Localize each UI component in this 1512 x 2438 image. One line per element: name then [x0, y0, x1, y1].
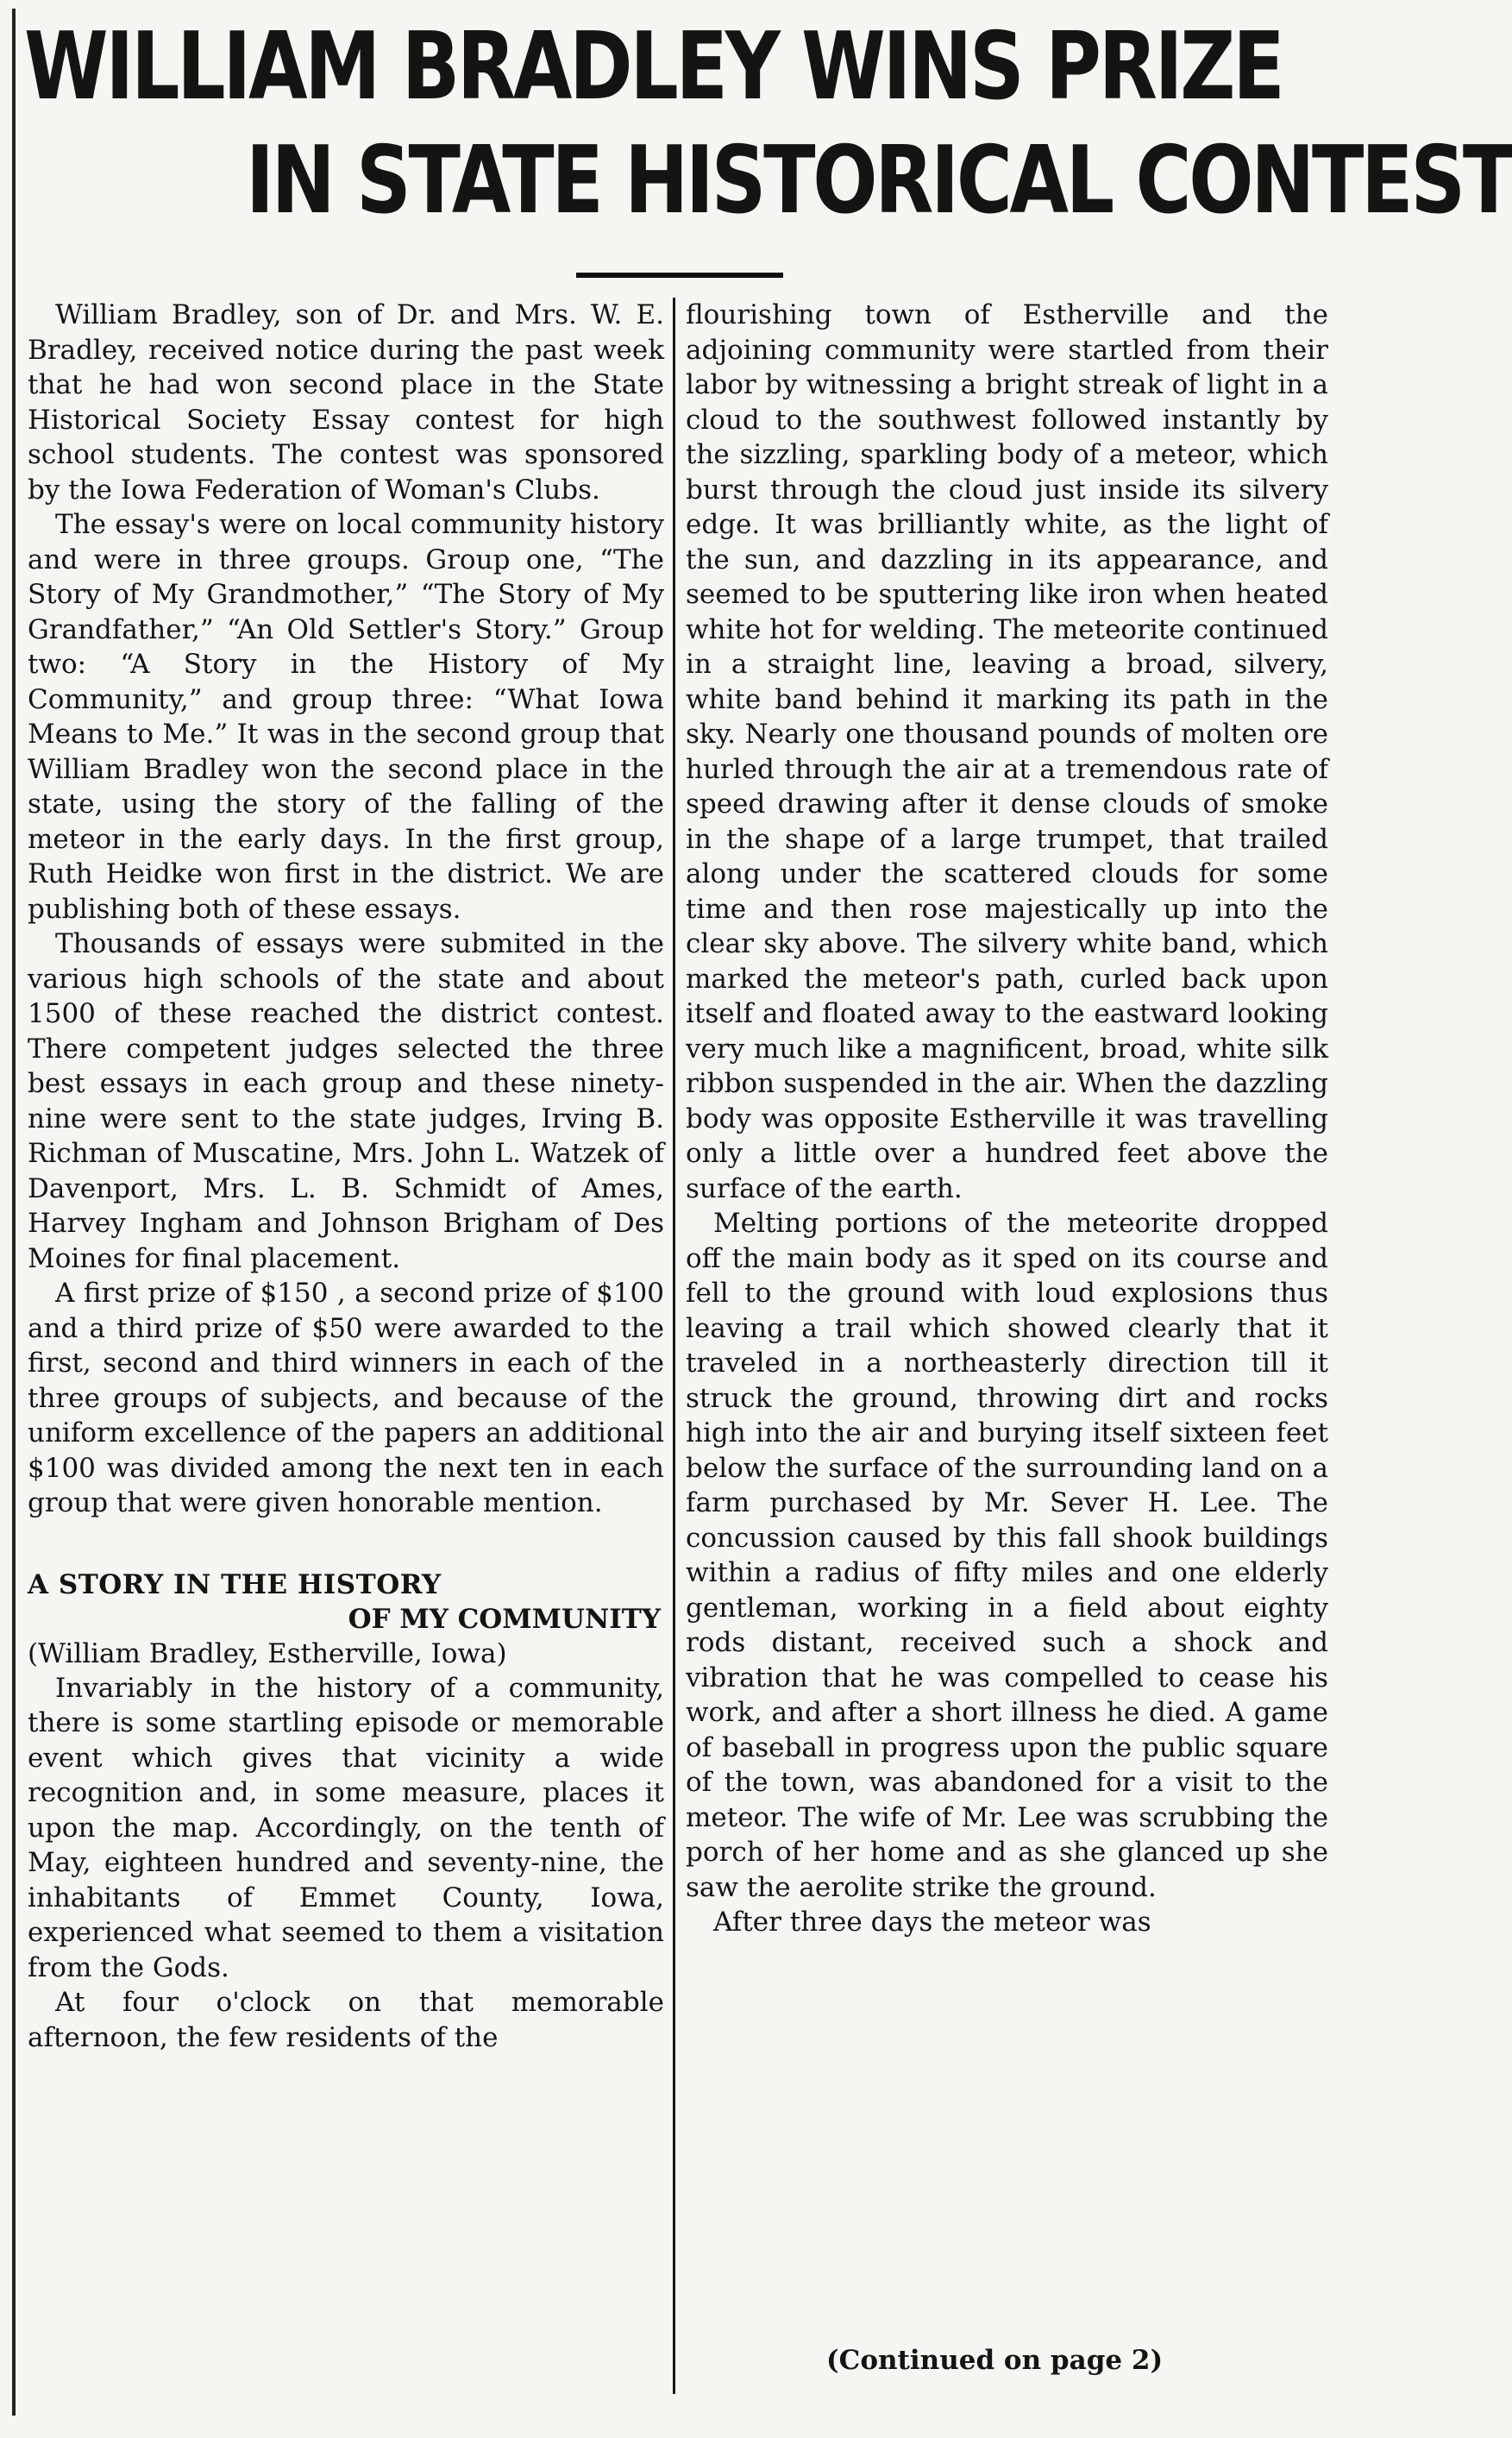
left-column [28, 298, 664, 2055]
continued-notice: (Continued on page 2) [826, 2345, 1164, 2376]
intro-paragraph-3: Thousands of essays were submited in the various high schools of the state and about 1500 of these reached the district contest. There competent judges selected the three best essays in each group and these ninety-nine were sent to the state judges, Irving B. Richman of Muscatine, Mrs. John L. Watzek of Davenport, Mrs. L. B. Schmidt of Ames, Harvey Ingham and Johnson Brigham of Des Moines for final placement. [28, 928, 664, 1274]
intro-paragraph-2: The essay's were on local community history and were in three groups. Group one, “The Story of My Grandmother,” “The Story of My Grandfather,” “An Old Settler's Story.” Group two: “A Story in the History of My Community,” and group three: “What Iowa Means to Me.” It was in the second group that William Bradley won the second place in the state, using the story of the falling of the meteor in the early days. In the first group, Ruth Heidke won first in the district. We are publishing both of these essays. [28, 509, 664, 925]
intro-paragraph-4: A first prize of $150 , a second prize of $100 and a third prize of $50 were awarded to the first, second and third winners in each of the three groups of subjects, and because of the uniform excellence of the papers an additional $100 was divided among the next ten in each group that were given honorable mention. [28, 1278, 664, 1518]
essay-paragraph-1: Invariably in the history of a community, there is some startling episode or memorable event which gives that vicinity a wide recognition and, in some measure, places it upon the map. Accordingly, on the tenth of May, eighteen hundred and seventy-nine, the inhabitants of Emmet County, Iowa, experienced what seemed to them a visitation from the Gods. [28, 1672, 664, 1983]
essay-byline: (William Bradley, Estherville, Iowa) [28, 1637, 507, 1669]
essay-paragraph-2-start: At four o'clock on that memorable afternoon, the few residents of the [28, 1987, 664, 2053]
headline-rule [576, 273, 783, 278]
intro-paragraph-1: William Bradley, son of Dr. and Mrs. W. E. Bradley, received notice during the past week that he had won second place in the State Historical Society Essay contest for high school students. The contest was sponsored by the Iowa Federation of Woman's Clubs. [28, 299, 664, 506]
essay-title-line-2: OF MY COMMUNITY [348, 1603, 661, 1635]
essay-paragraph-3: Melting portions of the meteorite dropped off the main body as it sped on its course and fell to the ground with loud explosions thus leaving a trail which showed clearly that it traveled in a northeasterly direction till it struck the ground, throwing dirt and rocks high into the air and burying itself sixteen feet below the surface of the surrounding land on a farm purchased by Mr. Sever H. Lee. The concussion caused by this fall shook buildings within a radius of fifty miles and one elderly gentleman, working in a field about eighty rods distant, received such a shock and vibration that he was compelled to cease his work, and after a short illness he died. A game of baseball in progress upon the public square of the town, was abandoned for a visit to the meteor. The wife of Mr. Lee was scrubbing the porch of her home and as she glanced up she saw the aerolite strike the ground. [686, 1208, 1328, 1903]
headline-line-1: WILLIAM BRADLEY WINS PRIZE [24, 13, 1283, 121]
essay-paragraph-2-continued: flourishing town of Estherville and the adjoining community were startled from their labor by witnessing a bright streak of light in a cloud to the southwest followed instantly by the sizzling, sparkling body of a meteor, which burst through the cloud just inside its silvery edge. It was brilliantly white, as the light of the sun, and dazzling in its appearance, and seemed to be sputtering like iron when heated white hot for welding. The meteorite continued in a straight line, leaving a broad, silvery, white band behind it marking its path in the sky. Nearly one thousand pounds of molten ore hurled through the air at a tremendous rate of speed drawing after it dense clouds of smoke in the shape of a large trumpet, that trailed along under the scattered clouds for some time and then rose majestically up into the clear sky above. The silvery white band, which marked the meteor's path, curled back upon itself and floated away to the eastward looking very much like a magnificent, broad, white silk ribbon suspended in the air. When the dazzling body was opposite Estherville it was travelling only a little over a hundred feet above the surface of the earth. [686, 299, 1328, 1204]
headline-line-2: IN STATE HISTORICAL CONTEST [246, 127, 1512, 235]
clipping-edge [12, 9, 16, 2416]
essay-title-line-1: A STORY IN THE HISTORY [28, 1568, 442, 1600]
essay-paragraph-4-start: After three days the meteor was [713, 1907, 1151, 1938]
column-rule [673, 298, 675, 2394]
right-column [686, 298, 1328, 1940]
